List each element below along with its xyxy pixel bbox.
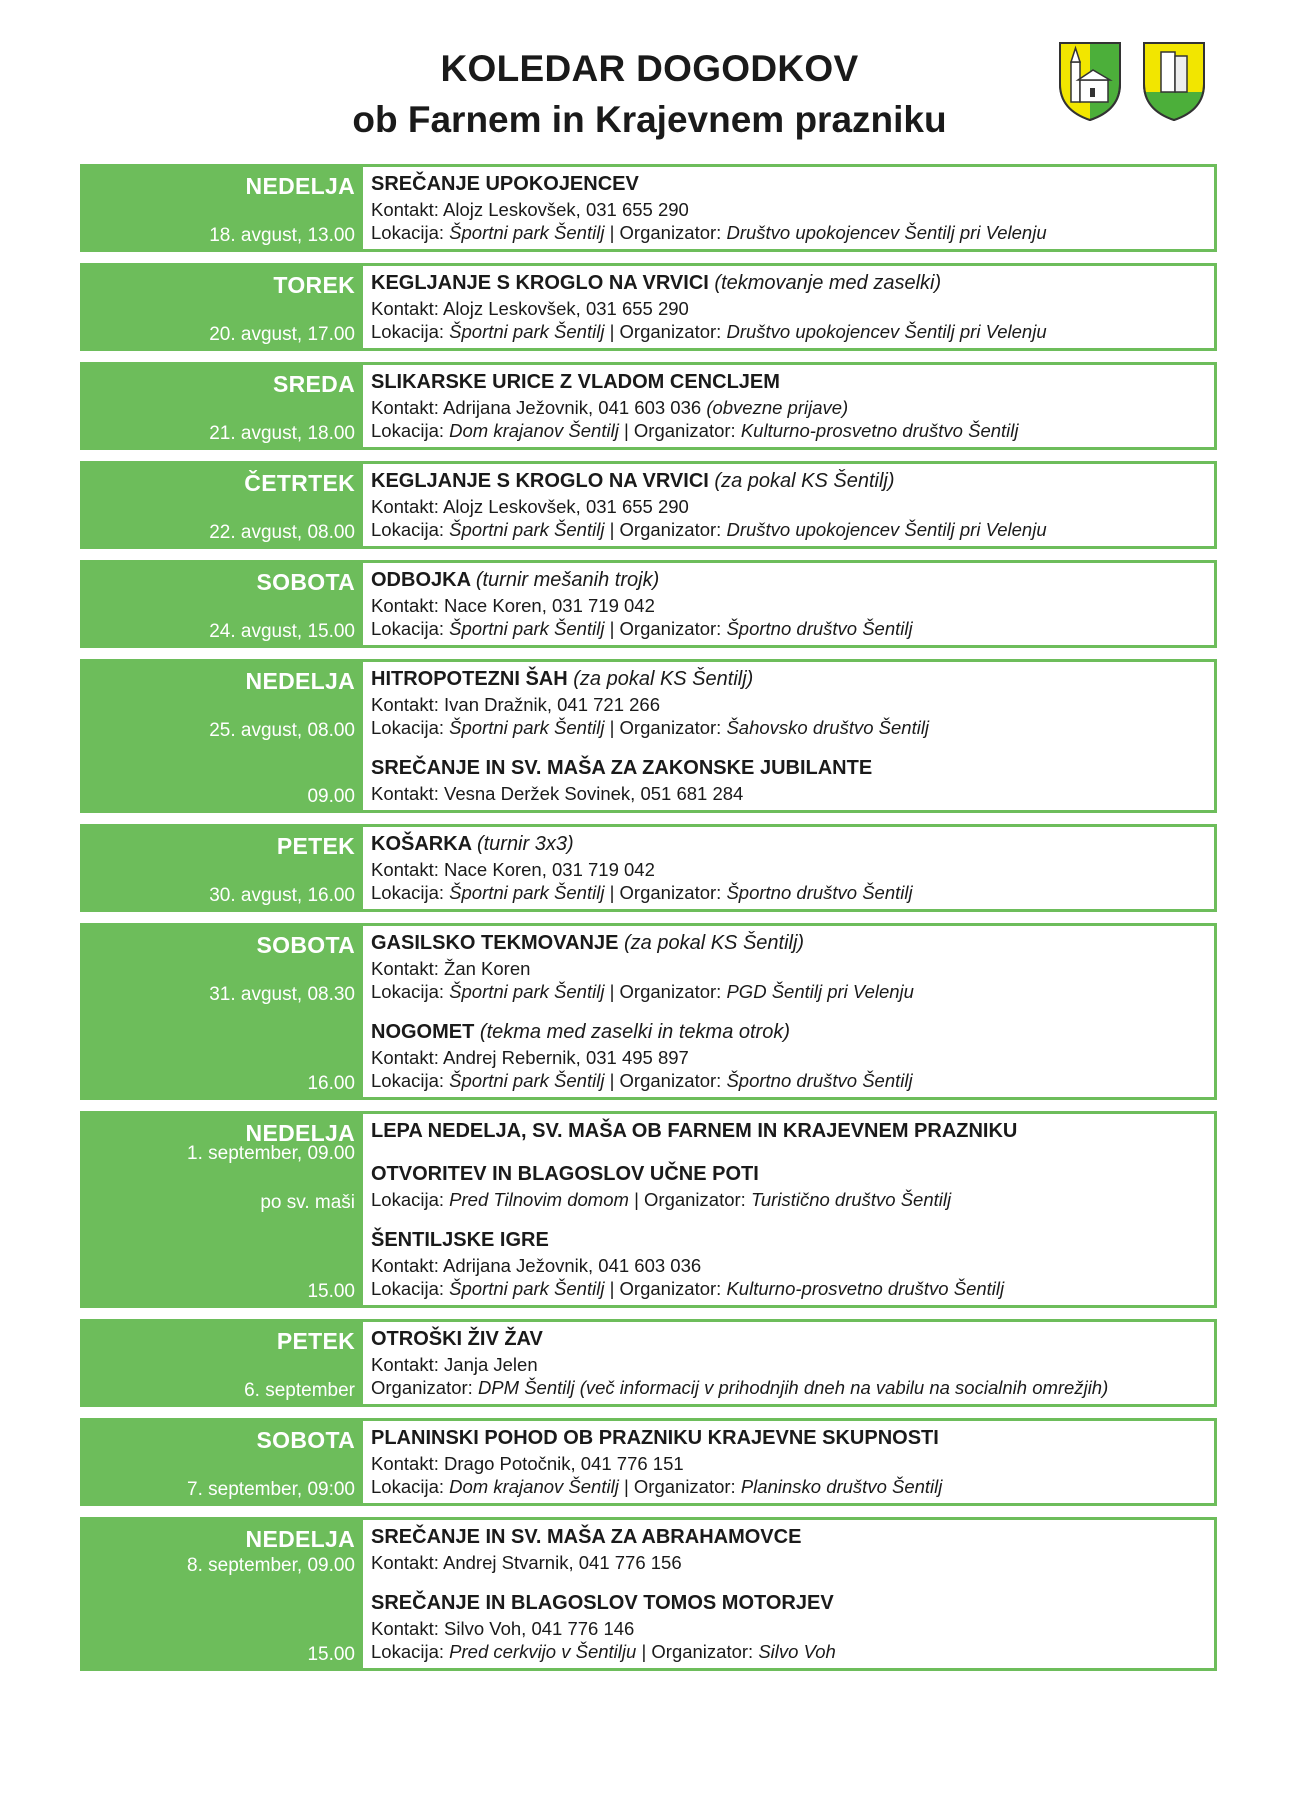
organizer-label: Organizator: <box>619 321 722 342</box>
location-line <box>371 881 1206 904</box>
event-date-column <box>83 1322 360 1404</box>
event-title-text: HITROPOTEZNI ŠAH <box>371 668 568 690</box>
event-title <box>371 1019 1206 1046</box>
event-details <box>360 365 1214 447</box>
event-row <box>80 659 1217 813</box>
event-title <box>371 1161 1206 1188</box>
event-details <box>360 827 1214 909</box>
day-name: SOBOTA <box>256 569 355 595</box>
contact-line <box>371 1254 1206 1277</box>
contact-label: Kontakt: <box>371 298 439 319</box>
event-row <box>80 1517 1217 1671</box>
day-name: ČETRTEK <box>244 470 355 496</box>
location-line <box>371 419 1206 442</box>
organizer-label: Organizator: <box>371 1377 473 1398</box>
contact-line <box>371 297 1206 320</box>
contact-line <box>371 396 1206 419</box>
contact-label: Kontakt: <box>371 1552 439 1573</box>
organizer-label: Organizator: <box>619 1278 722 1299</box>
contact-line <box>371 1617 1206 1640</box>
event-time: 22. avgust, 08.00 <box>209 522 355 543</box>
organizer-value: Kulturno-prosvetno društvo Šentilj <box>726 1278 1005 1299</box>
organizer-value: Športno društvo Šentilj <box>726 882 913 903</box>
location-value: Športni park Šentilj <box>449 882 605 903</box>
event-time: 15.00 <box>307 1644 355 1665</box>
event-item <box>371 1227 1206 1300</box>
location-label: Lokacija: <box>371 420 445 441</box>
contact-value: Alojz Leskovšek, 031 655 290 <box>443 298 689 319</box>
location-label: Lokacija: <box>371 1641 445 1662</box>
event-date-column <box>83 167 360 249</box>
day-name: NEDELJA <box>245 1526 355 1552</box>
event-title <box>371 270 1206 297</box>
location-label: Lokacija: <box>371 1189 445 1210</box>
event-time: 6. september <box>244 1380 355 1401</box>
location-line <box>371 518 1206 541</box>
contact-line <box>371 1551 1206 1574</box>
event-title-text: LEPA NEDELJA, SV. MAŠA OB FARNEM IN KRAJEVNEM PRAZNIKU <box>371 1120 1018 1142</box>
day-name: PETEK <box>276 833 355 859</box>
day-name: PETEK <box>276 1328 355 1354</box>
location-value: Športni park Šentilj <box>449 717 605 738</box>
event-title-text: SREČANJE IN SV. MAŠA ZA ZAKONSKE JUBILANTE <box>371 757 873 779</box>
organizer-value: Silvo Voh <box>758 1641 836 1662</box>
event-time: 7. september, 09:00 <box>187 1479 355 1500</box>
location-label: Lokacija: <box>371 222 445 243</box>
contact-line <box>371 693 1206 716</box>
organizer-label: Organizator: <box>619 882 722 903</box>
contact-line <box>371 782 1206 805</box>
location-line <box>371 221 1206 244</box>
contact-value: Nace Koren, 031 719 042 <box>444 859 655 880</box>
event-time: 8. september, 09.00 <box>187 1555 355 1576</box>
location-label: Lokacija: <box>371 519 445 540</box>
separator: | <box>609 222 615 243</box>
separator: | <box>609 618 615 639</box>
event-item <box>371 755 1206 805</box>
event-title <box>371 468 1206 495</box>
event-item <box>371 1590 1206 1663</box>
organizer-value: Šahovsko društvo Šentilj <box>726 717 930 738</box>
contact-label: Kontakt: <box>371 694 439 715</box>
contact-line <box>371 957 1206 980</box>
event-time: 21. avgust, 18.00 <box>209 423 355 444</box>
contact-label: Kontakt: <box>371 859 439 880</box>
location-value: Dom krajanov Šentilj <box>449 1476 619 1497</box>
page-subtitle: ob Farnem in Krajevnem prazniku <box>352 99 947 140</box>
location-label: Lokacija: <box>371 1278 445 1299</box>
contact-label: Kontakt: <box>371 595 439 616</box>
event-row <box>80 362 1217 450</box>
event-title-text: KEGLJANJE S KROGLO NA VRVICI <box>371 470 709 492</box>
organizer-value: DPM Šentilj (več informacij v prihodnjih dneh na vabilu na socialnih omrežjih) <box>477 1377 1109 1398</box>
organizer-value: Društvo upokojencev Šentilj pri Velenju <box>726 519 1047 540</box>
event-title <box>371 831 1206 858</box>
event-row <box>80 1319 1217 1407</box>
location-label: Lokacija: <box>371 321 445 342</box>
event-item <box>371 270 1206 343</box>
event-title-text: KOŠARKA <box>371 833 472 855</box>
page-title: KOLEDAR DOGODKOV <box>440 48 859 89</box>
event-row <box>80 1418 1217 1506</box>
event-title-text: OTVORITEV IN BLAGOSLOV UČNE POTI <box>371 1163 759 1185</box>
day-name: SOBOTA <box>256 1427 355 1453</box>
separator: | <box>609 882 615 903</box>
event-title <box>371 930 1206 957</box>
contact-line <box>371 198 1206 221</box>
event-time: 16.00 <box>307 1073 355 1094</box>
event-title-text: SREČANJE UPOKOJENCEV <box>371 173 639 195</box>
event-row <box>80 263 1217 351</box>
location-line <box>371 1376 1206 1399</box>
contact-label: Kontakt: <box>371 1047 439 1068</box>
contact-label: Kontakt: <box>371 1354 439 1375</box>
event-row <box>80 1111 1217 1308</box>
organizer-label: Organizator: <box>644 1189 746 1210</box>
location-line <box>371 980 1206 1003</box>
organizer-label: Organizator: <box>619 519 722 540</box>
contact-label: Kontakt: <box>371 397 439 418</box>
event-title <box>371 1425 1206 1452</box>
separator: | <box>634 1189 639 1210</box>
event-time: 18. avgust, 13.00 <box>209 225 355 246</box>
event-time: 20. avgust, 17.00 <box>209 324 355 345</box>
location-line <box>371 716 1206 739</box>
separator: | <box>609 981 615 1002</box>
event-subtitle: (tekma med zaselki in tekma otrok) <box>479 1021 791 1043</box>
organizer-label: Organizator: <box>619 717 722 738</box>
event-date-column <box>83 662 360 810</box>
contact-value: Ivan Dražnik, 041 721 266 <box>444 694 661 715</box>
location-line <box>371 1475 1206 1498</box>
event-details <box>360 464 1214 546</box>
location-label: Lokacija: <box>371 1070 445 1091</box>
organizer-label: Organizator: <box>633 1476 736 1497</box>
event-details <box>360 1322 1214 1404</box>
event-details <box>360 926 1214 1097</box>
day-name: NEDELJA <box>245 668 355 694</box>
contact-value: Žan Koren <box>444 958 531 979</box>
event-calendar <box>80 164 1217 1682</box>
event-item <box>371 930 1206 1003</box>
contact-note: (obvezne prijave) <box>706 397 849 418</box>
event-date-column <box>83 1421 360 1503</box>
organizer-value: Kulturno-prosvetno društvo Šentilj <box>740 420 1019 441</box>
contact-value: Vesna Deržek Sovinek, 051 681 284 <box>444 783 744 804</box>
event-title <box>371 1326 1206 1353</box>
event-details <box>360 563 1214 645</box>
event-details <box>360 1520 1214 1668</box>
event-title-text: KEGLJANJE S KROGLO NA VRVICI <box>371 272 709 294</box>
contact-label: Kontakt: <box>371 199 439 220</box>
event-date-column <box>83 266 360 348</box>
event-details <box>360 1114 1214 1305</box>
separator: | <box>609 717 615 738</box>
church-crest-icon <box>1057 40 1123 122</box>
separator: | <box>609 1070 615 1091</box>
contact-line <box>371 858 1206 881</box>
organizer-value: Športno društvo Šentilj <box>726 1070 913 1091</box>
contact-value: Silvo Voh, 041 776 146 <box>444 1618 635 1639</box>
location-value: Športni park Šentilj <box>449 1070 605 1091</box>
day-name: TOREK <box>273 272 355 298</box>
event-title-text: PLANINSKI POHOD OB PRAZNIKU KRAJEVNE SKUPNOSTI <box>371 1427 939 1449</box>
separator: | <box>623 420 629 441</box>
event-details <box>360 167 1214 249</box>
event-row <box>80 824 1217 912</box>
location-label: Lokacija: <box>371 882 445 903</box>
contact-label: Kontakt: <box>371 1618 439 1639</box>
monument-crest-icon <box>1141 40 1207 122</box>
location-value: Dom krajanov Šentilj <box>449 420 619 441</box>
event-title-text: OTROŠKI ŽIV ŽAV <box>371 1328 543 1350</box>
event-item <box>371 1524 1206 1574</box>
event-subtitle: (za pokal KS Šentilj) <box>573 668 754 690</box>
day-name: SOBOTA <box>256 932 355 958</box>
event-time: po sv. maši <box>260 1192 355 1213</box>
event-time: 30. avgust, 16.00 <box>209 885 355 906</box>
event-date-column <box>83 1520 360 1668</box>
organizer-label: Organizator: <box>619 981 722 1002</box>
event-item <box>371 1161 1206 1211</box>
separator: | <box>609 1278 615 1299</box>
event-subtitle: (turnir 3x3) <box>476 833 574 855</box>
location-line <box>371 1277 1206 1300</box>
location-value: Športni park Šentilj <box>449 222 605 243</box>
event-title <box>371 1524 1206 1551</box>
separator: | <box>623 1476 629 1497</box>
event-item <box>371 831 1206 904</box>
location-value: Športni park Šentilj <box>449 618 605 639</box>
event-item <box>371 1019 1206 1092</box>
event-date-column <box>83 563 360 645</box>
location-label: Lokacija: <box>371 981 445 1002</box>
contact-line <box>371 1452 1206 1475</box>
organizer-label: Organizator: <box>651 1641 754 1662</box>
event-title-text: SREČANJE IN SV. MAŠA ZA ABRAHAMOVCE <box>371 1526 802 1548</box>
event-title <box>371 1227 1206 1254</box>
location-label: Lokacija: <box>371 717 445 738</box>
event-subtitle: (turnir mešanih trojk) <box>475 569 660 591</box>
event-item <box>371 567 1206 640</box>
location-line <box>371 320 1206 343</box>
location-line <box>371 1188 1206 1211</box>
organizer-label: Organizator: <box>619 222 722 243</box>
contact-line <box>371 495 1206 518</box>
event-time: 24. avgust, 15.00 <box>209 621 355 642</box>
location-value: Športni park Šentilj <box>449 1278 605 1299</box>
event-details <box>360 662 1214 810</box>
organizer-value: Turistično društvo Šentilj <box>750 1189 952 1210</box>
day-name: NEDELJA <box>245 1120 355 1146</box>
location-label: Lokacija: <box>371 1476 445 1497</box>
event-title-text: NOGOMET <box>371 1021 475 1043</box>
organizer-value: Društvo upokojencev Šentilj pri Velenju <box>726 321 1047 342</box>
location-value: Športni park Šentilj <box>449 519 605 540</box>
separator: | <box>641 1641 647 1662</box>
event-time: 31. avgust, 08.30 <box>209 984 355 1005</box>
organizer-label: Organizator: <box>619 618 722 639</box>
event-title <box>371 1590 1206 1617</box>
location-line <box>371 1640 1206 1663</box>
separator: | <box>609 321 615 342</box>
organizer-value: Društvo upokojencev Šentilj pri Velenju <box>726 222 1047 243</box>
contact-value: Adrijana Ježovnik, 041 603 036 <box>443 397 702 418</box>
organizer-value: Planinsko društvo Šentilj <box>740 1476 943 1497</box>
location-value: Športni park Šentilj <box>449 321 605 342</box>
contact-value: Nace Koren, 031 719 042 <box>444 595 655 616</box>
location-value: Pred Tilnovim domom <box>449 1189 629 1210</box>
contact-label: Kontakt: <box>371 496 439 517</box>
event-subtitle: (tekmovanje med zaselki) <box>714 272 942 294</box>
contact-value: Andrej Rebernik, 031 495 897 <box>443 1047 689 1068</box>
event-item <box>371 1425 1206 1498</box>
contact-label: Kontakt: <box>371 958 439 979</box>
event-date-column <box>83 365 360 447</box>
event-title <box>371 369 1206 396</box>
day-name: NEDELJA <box>245 173 355 199</box>
event-title <box>371 755 1206 782</box>
event-date-column <box>83 827 360 909</box>
day-name: SREDA <box>272 371 355 397</box>
event-title-text: GASILSKO TEKMOVANJE <box>371 932 619 954</box>
event-row <box>80 461 1217 549</box>
event-item <box>371 666 1206 739</box>
location-value: Pred cerkvijo v Šentilju <box>449 1641 637 1662</box>
event-title <box>371 171 1206 198</box>
event-title <box>371 567 1206 594</box>
location-value: Športni park Šentilj <box>449 981 605 1002</box>
contact-line <box>371 1046 1206 1069</box>
event-time: 15.00 <box>307 1281 355 1302</box>
event-row <box>80 560 1217 648</box>
organizer-label: Organizator: <box>633 420 736 441</box>
event-time: 1. september, 09.00 <box>187 1143 355 1164</box>
contact-line <box>371 1353 1206 1376</box>
event-item <box>371 468 1206 541</box>
event-item <box>371 171 1206 244</box>
contact-label: Kontakt: <box>371 1453 439 1474</box>
contact-label: Kontakt: <box>371 783 439 804</box>
contact-value: Adrijana Ježovnik, 041 603 036 <box>443 1255 702 1276</box>
organizer-label: Organizator: <box>619 1070 722 1091</box>
event-time: 25. avgust, 08.00 <box>209 720 355 741</box>
event-title-text: ŠENTILJSKE IGRE <box>371 1229 549 1251</box>
contact-value: Janja Jelen <box>444 1354 538 1375</box>
contact-value: Alojz Leskovšek, 031 655 290 <box>443 199 689 220</box>
event-date-column <box>83 926 360 1097</box>
contact-value: Andrej Stvarnik, 041 776 156 <box>443 1552 682 1573</box>
contact-line <box>371 594 1206 617</box>
contact-label: Kontakt: <box>371 1255 439 1276</box>
event-item <box>371 1326 1206 1399</box>
organizer-value: Športno društvo Šentilj <box>726 618 913 639</box>
event-time: 09.00 <box>307 786 355 807</box>
coat-of-arms-group <box>1057 40 1217 124</box>
organizer-value: PGD Šentilj pri Velenju <box>726 981 914 1002</box>
contact-value: Alojz Leskovšek, 031 655 290 <box>443 496 689 517</box>
event-title-text: ODBOJKA <box>371 569 471 591</box>
event-title-text: SREČANJE IN BLAGOSLOV TOMOS MOTORJEV <box>371 1592 834 1614</box>
separator: | <box>609 519 615 540</box>
event-details <box>360 266 1214 348</box>
contact-value: Drago Potočnik, 041 776 151 <box>444 1453 684 1474</box>
event-row <box>80 164 1217 252</box>
event-title <box>371 666 1206 693</box>
location-label: Lokacija: <box>371 618 445 639</box>
event-subtitle: (za pokal KS Šentilj) <box>624 932 805 954</box>
event-item <box>371 1118 1206 1145</box>
event-row <box>80 923 1217 1100</box>
event-item <box>371 369 1206 442</box>
event-subtitle: (za pokal KS Šentilj) <box>714 470 895 492</box>
location-line <box>371 1069 1206 1092</box>
event-date-column <box>83 464 360 546</box>
location-line <box>371 617 1206 640</box>
event-details <box>360 1421 1214 1503</box>
event-title-text: SLIKARSKE URICE Z VLADOM CENCLJEM <box>371 371 780 393</box>
event-title <box>371 1118 1206 1145</box>
event-date-column <box>83 1114 360 1305</box>
